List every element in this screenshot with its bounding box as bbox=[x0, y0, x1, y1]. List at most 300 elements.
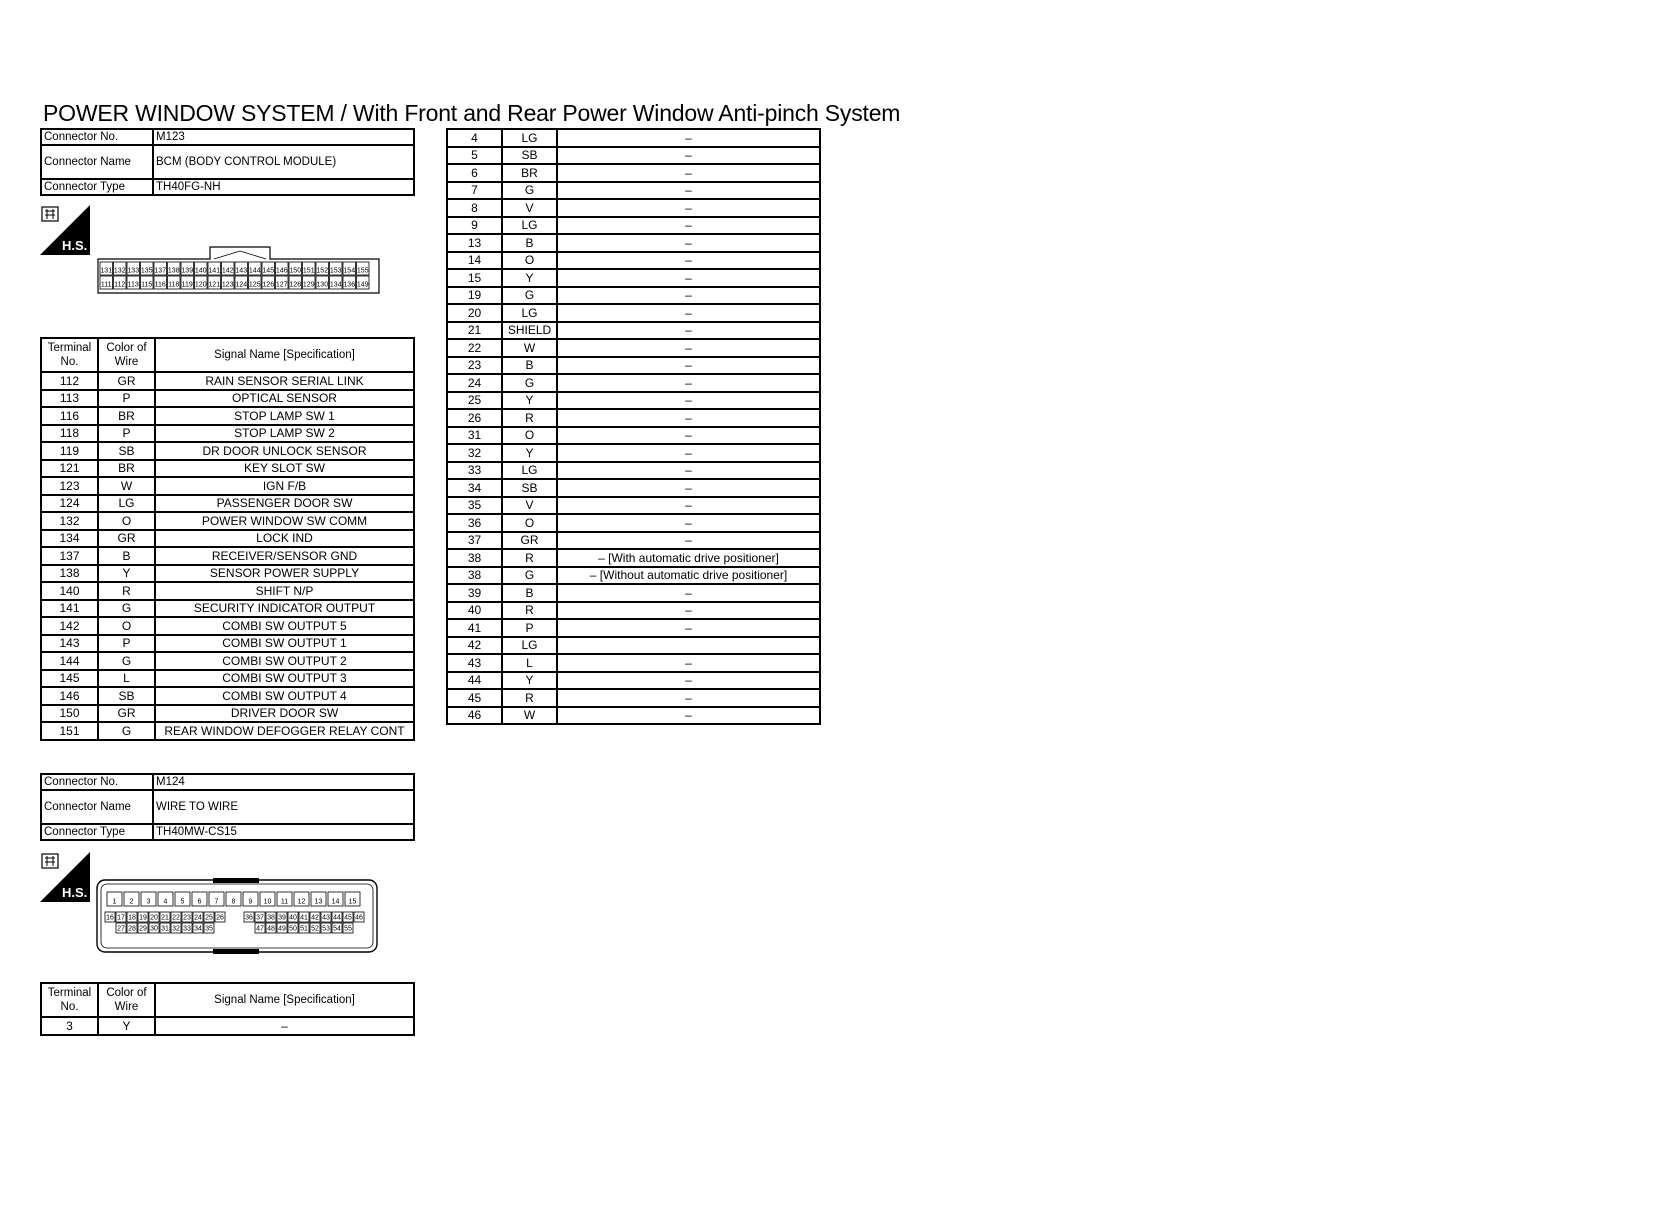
table-row bbox=[41, 1017, 414, 1035]
wire-color-cell: R bbox=[502, 602, 557, 620]
terminal-cell: 38 bbox=[447, 567, 502, 585]
terminal-cell: 21 bbox=[447, 322, 502, 340]
wire-color-cell: W bbox=[502, 339, 557, 357]
table-row bbox=[447, 199, 820, 217]
terminal-cell: 143 bbox=[41, 635, 98, 653]
connector2-diagram bbox=[95, 878, 380, 954]
connector-pin bbox=[277, 892, 292, 906]
wire-color-cell: G bbox=[502, 287, 557, 305]
table-row bbox=[447, 287, 820, 305]
svg-text:132: 132 bbox=[113, 267, 126, 275]
connector-pin bbox=[343, 912, 353, 922]
table-row bbox=[447, 672, 820, 690]
table-row bbox=[447, 549, 820, 567]
svg-text:7: 7 bbox=[214, 898, 219, 906]
connector1-pin-table bbox=[40, 337, 415, 741]
wire-color-cell: Y bbox=[502, 444, 557, 462]
table-row bbox=[41, 617, 414, 635]
connector2-no-value: M124 bbox=[153, 774, 414, 790]
svg-text:9: 9 bbox=[248, 898, 253, 906]
connector-pin bbox=[138, 923, 148, 933]
wire-color-cell: Y bbox=[502, 392, 557, 410]
svg-text:118: 118 bbox=[168, 281, 180, 289]
connector-pin bbox=[100, 276, 113, 289]
connector-pin bbox=[294, 892, 309, 906]
connector-pin bbox=[127, 923, 137, 933]
connector-pin bbox=[168, 276, 181, 289]
svg-text:15: 15 bbox=[348, 898, 357, 906]
svg-text:31: 31 bbox=[161, 925, 169, 933]
signal-name-cell: STOP LAMP SW 1 bbox=[155, 407, 414, 425]
signal-name-header: Signal Name [Specification] bbox=[155, 983, 414, 1017]
svg-text:26: 26 bbox=[216, 914, 224, 922]
svg-text:25: 25 bbox=[205, 914, 213, 922]
terminal-cell: 4 bbox=[447, 129, 502, 147]
svg-text:23: 23 bbox=[183, 914, 191, 922]
connector-pin bbox=[276, 262, 289, 275]
svg-text:129: 129 bbox=[302, 281, 315, 289]
svg-text:131: 131 bbox=[100, 267, 113, 275]
connector-pin bbox=[158, 892, 173, 906]
connector-pin bbox=[310, 912, 320, 922]
connector-pin bbox=[215, 912, 225, 922]
signal-name-cell: – [With automatic drive positioner] bbox=[557, 549, 820, 567]
table-row bbox=[41, 495, 414, 513]
signal-name-cell: – bbox=[557, 357, 820, 375]
terminal-cell: 23 bbox=[447, 357, 502, 375]
table-row bbox=[41, 687, 414, 705]
svg-text:21: 21 bbox=[161, 914, 169, 922]
connector-pin bbox=[288, 923, 298, 933]
connector-pin bbox=[244, 912, 254, 922]
connector-pin bbox=[116, 923, 126, 933]
connector-pin bbox=[204, 923, 214, 933]
terminal-cell: 5 bbox=[447, 147, 502, 165]
signal-name-cell: IGN F/B bbox=[155, 477, 414, 495]
terminal-cell: 40 bbox=[447, 602, 502, 620]
svg-text:146: 146 bbox=[275, 267, 288, 275]
signal-name-cell: POWER WINDOW SW COMM bbox=[155, 512, 414, 530]
connector-pin bbox=[255, 912, 265, 922]
connector-pin bbox=[222, 276, 235, 289]
signal-name-cell: COMBI SW OUTPUT 3 bbox=[155, 670, 414, 688]
svg-text:29: 29 bbox=[139, 925, 147, 933]
signal-name-cell: PASSENGER DOOR SW bbox=[155, 495, 414, 513]
connector-pin bbox=[182, 912, 192, 922]
connector2-continued-pin-table bbox=[446, 128, 821, 725]
wire-color-cell: BR bbox=[98, 407, 155, 425]
svg-text:123: 123 bbox=[221, 281, 234, 289]
svg-text:42: 42 bbox=[311, 914, 319, 922]
terminal-cell: 25 bbox=[447, 392, 502, 410]
wire-color-cell: LG bbox=[502, 462, 557, 480]
table-row bbox=[41, 565, 414, 583]
wire-color-cell: SB bbox=[98, 442, 155, 460]
connector-pin bbox=[160, 912, 170, 922]
table-row bbox=[447, 392, 820, 410]
wire-color-cell: R bbox=[502, 689, 557, 707]
wire-color-cell: GR bbox=[502, 532, 557, 550]
signal-name-cell: – bbox=[557, 497, 820, 515]
svg-text:144: 144 bbox=[248, 267, 261, 275]
svg-text:37: 37 bbox=[256, 914, 264, 922]
connector-pin bbox=[303, 262, 316, 275]
wire-color-cell: LG bbox=[502, 129, 557, 147]
wire-color-cell: LG bbox=[98, 495, 155, 513]
wire-color-cell: G bbox=[98, 600, 155, 618]
connector-pin bbox=[181, 262, 194, 275]
connector-pin bbox=[209, 892, 224, 906]
svg-text:126: 126 bbox=[262, 281, 275, 289]
connector-type-label: Connector Type bbox=[41, 179, 153, 195]
svg-text:30: 30 bbox=[150, 925, 158, 933]
connector-pin bbox=[235, 262, 248, 275]
connector-pin bbox=[310, 923, 320, 933]
connector-pin bbox=[332, 923, 342, 933]
terminal-cell: 37 bbox=[447, 532, 502, 550]
table-row bbox=[41, 635, 414, 653]
terminal-cell: 41 bbox=[447, 619, 502, 637]
terminal-cell: 9 bbox=[447, 217, 502, 235]
terminal-cell: 113 bbox=[41, 390, 98, 408]
connector-pin bbox=[277, 912, 287, 922]
connector-pin bbox=[124, 892, 139, 906]
svg-text:130: 130 bbox=[316, 281, 329, 289]
svg-text:14: 14 bbox=[331, 898, 340, 906]
connector-pin bbox=[357, 262, 370, 275]
svg-text:153: 153 bbox=[329, 267, 342, 275]
wire-color-cell: GR bbox=[98, 530, 155, 548]
table-row bbox=[447, 462, 820, 480]
svg-text:5: 5 bbox=[180, 898, 185, 906]
signal-name-cell: – bbox=[557, 182, 820, 200]
terminal-cell: 22 bbox=[447, 339, 502, 357]
wire-color-cell: SB bbox=[502, 147, 557, 165]
svg-text:53: 53 bbox=[322, 925, 330, 933]
connector-pin bbox=[316, 276, 329, 289]
wire-color-cell: B bbox=[502, 357, 557, 375]
terminal-cell: 137 bbox=[41, 547, 98, 565]
terminal-cell: 45 bbox=[447, 689, 502, 707]
table-row bbox=[447, 427, 820, 445]
connector-pin bbox=[127, 262, 140, 275]
connector-pin bbox=[345, 892, 360, 906]
wire-color-cell: R bbox=[502, 549, 557, 567]
terminal-cell: 134 bbox=[41, 530, 98, 548]
signal-name-cell: – bbox=[557, 269, 820, 287]
table-row bbox=[41, 460, 414, 478]
svg-text:145: 145 bbox=[262, 267, 275, 275]
table-row bbox=[447, 129, 820, 147]
table-row bbox=[41, 390, 414, 408]
svg-text:47: 47 bbox=[256, 925, 264, 933]
svg-text:38: 38 bbox=[267, 914, 275, 922]
terminal-cell: 7 bbox=[447, 182, 502, 200]
wire-color-cell: Y bbox=[98, 565, 155, 583]
signal-name-cell: – bbox=[557, 409, 820, 427]
terminal-cell: 34 bbox=[447, 479, 502, 497]
connector-pin bbox=[235, 276, 248, 289]
table-row bbox=[447, 409, 820, 427]
signal-name-cell: – bbox=[557, 199, 820, 217]
svg-text:151: 151 bbox=[302, 267, 315, 275]
wire-color-cell: P bbox=[98, 425, 155, 443]
svg-text:116: 116 bbox=[154, 281, 166, 289]
wire-color-cell: B bbox=[98, 547, 155, 565]
connector2-type-value: TH40MW-CS15 bbox=[153, 824, 414, 840]
signal-name-cell: – bbox=[557, 654, 820, 672]
connector1-name-value: BCM (BODY CONTROL MODULE) bbox=[153, 145, 414, 179]
svg-text:1: 1 bbox=[112, 898, 117, 906]
table-row bbox=[447, 532, 820, 550]
connector-no-label: Connector No. bbox=[41, 129, 153, 145]
terminal-cell: 116 bbox=[41, 407, 98, 425]
connector-pin bbox=[222, 262, 235, 275]
signal-name-cell: – bbox=[557, 672, 820, 690]
connector-pin bbox=[288, 912, 298, 922]
connector-pin bbox=[266, 923, 276, 933]
signal-name-cell: – bbox=[557, 584, 820, 602]
connector-pin bbox=[127, 276, 140, 289]
wire-color-cell: Y bbox=[502, 269, 557, 287]
connector-pin bbox=[343, 923, 353, 933]
wire-color-cell: SHIELD bbox=[502, 322, 557, 340]
wire-color-cell: LG bbox=[502, 217, 557, 235]
svg-text:150: 150 bbox=[289, 267, 302, 275]
table-row bbox=[447, 514, 820, 532]
wire-color-cell: L bbox=[98, 670, 155, 688]
connector-pin bbox=[321, 923, 331, 933]
connector-pin bbox=[277, 923, 287, 933]
signal-name-cell: – bbox=[557, 217, 820, 235]
signal-name-header: Signal Name [Specification] bbox=[155, 338, 414, 372]
wire-color-cell: GR bbox=[98, 372, 155, 390]
terminal-cell: 124 bbox=[41, 495, 98, 513]
connector-pin bbox=[255, 923, 265, 933]
signal-name-cell bbox=[557, 637, 820, 655]
connector-pin bbox=[141, 892, 156, 906]
connector1-diagram bbox=[96, 245, 381, 295]
terminal-cell: 8 bbox=[447, 199, 502, 217]
wire-color-cell: O bbox=[98, 512, 155, 530]
connector-pin bbox=[105, 912, 115, 922]
signal-name-cell: – bbox=[557, 532, 820, 550]
connector-pin bbox=[171, 912, 181, 922]
terminal-cell: 140 bbox=[41, 582, 98, 600]
terminal-cell: 146 bbox=[41, 687, 98, 705]
signal-name-cell: – bbox=[155, 1017, 414, 1035]
svg-text:13: 13 bbox=[314, 898, 323, 906]
table-row bbox=[41, 670, 414, 688]
svg-text:136: 136 bbox=[343, 281, 356, 289]
signal-name-cell: KEY SLOT SW bbox=[155, 460, 414, 478]
terminal-cell: 46 bbox=[447, 707, 502, 725]
signal-name-cell: – bbox=[557, 129, 820, 147]
connector2-info-table bbox=[40, 773, 415, 841]
svg-text:4: 4 bbox=[163, 898, 168, 906]
svg-text:45: 45 bbox=[344, 914, 352, 922]
table-row bbox=[41, 442, 414, 460]
signal-name-cell: – bbox=[557, 252, 820, 270]
svg-text:10: 10 bbox=[263, 898, 272, 906]
connector-name-label: Connector Name bbox=[41, 790, 153, 824]
connector-pin bbox=[330, 276, 343, 289]
wire-color-cell: V bbox=[502, 199, 557, 217]
table-row bbox=[41, 705, 414, 723]
svg-text:112: 112 bbox=[114, 281, 126, 289]
table-row bbox=[41, 600, 414, 618]
signal-name-cell: LOCK IND bbox=[155, 530, 414, 548]
terminal-cell: 145 bbox=[41, 670, 98, 688]
terminal-cell: 121 bbox=[41, 460, 98, 478]
svg-text:8: 8 bbox=[231, 898, 236, 906]
svg-text:125: 125 bbox=[248, 281, 261, 289]
signal-name-cell: – bbox=[557, 707, 820, 725]
connector-pin bbox=[262, 276, 275, 289]
connector-pin bbox=[182, 923, 192, 933]
terminal-cell: 24 bbox=[447, 374, 502, 392]
connector-pin bbox=[316, 262, 329, 275]
svg-text:3: 3 bbox=[146, 898, 151, 906]
wire-color-cell: B bbox=[502, 234, 557, 252]
svg-text:113: 113 bbox=[127, 281, 139, 289]
connector-pin bbox=[262, 262, 275, 275]
wire-color-cell: R bbox=[98, 582, 155, 600]
connector-pin bbox=[204, 912, 214, 922]
connector-pin bbox=[149, 912, 159, 922]
terminal-cell: 15 bbox=[447, 269, 502, 287]
connector-pin bbox=[289, 262, 302, 275]
svg-text:115: 115 bbox=[141, 281, 153, 289]
connector-pin bbox=[208, 262, 221, 275]
wire-color-cell: O bbox=[98, 617, 155, 635]
connector-pin bbox=[192, 892, 207, 906]
terminal-cell: 142 bbox=[41, 617, 98, 635]
table-row bbox=[447, 374, 820, 392]
svg-text:52: 52 bbox=[311, 925, 319, 933]
connector-pin bbox=[249, 276, 262, 289]
table-row bbox=[447, 269, 820, 287]
terminal-cell: 31 bbox=[447, 427, 502, 445]
signal-name-cell: – bbox=[557, 392, 820, 410]
wire-color-cell: P bbox=[98, 390, 155, 408]
svg-text:54: 54 bbox=[333, 925, 341, 933]
svg-text:18: 18 bbox=[128, 914, 136, 922]
terminal-cell: 3 bbox=[41, 1017, 98, 1035]
wire-color-cell: V bbox=[502, 497, 557, 515]
terminal-cell: 33 bbox=[447, 462, 502, 480]
terminal-cell: 39 bbox=[447, 584, 502, 602]
svg-text:28: 28 bbox=[128, 925, 136, 933]
connector-pin bbox=[243, 892, 258, 906]
svg-text:40: 40 bbox=[289, 914, 297, 922]
table-row bbox=[41, 582, 414, 600]
terminal-cell: 35 bbox=[447, 497, 502, 515]
connector-pin bbox=[160, 923, 170, 933]
terminal-cell: 26 bbox=[447, 409, 502, 427]
svg-text:149: 149 bbox=[356, 281, 369, 289]
connector-pin bbox=[311, 892, 326, 906]
svg-text:135: 135 bbox=[140, 267, 153, 275]
connector-pin bbox=[330, 262, 343, 275]
table-row bbox=[447, 217, 820, 235]
connector2-pin-table bbox=[40, 982, 415, 1036]
connector-pin bbox=[195, 262, 208, 275]
terminal-cell: 150 bbox=[41, 705, 98, 723]
svg-text:48: 48 bbox=[267, 925, 275, 933]
svg-text:11: 11 bbox=[280, 898, 289, 906]
connector-pin bbox=[343, 262, 356, 275]
terminal-cell: 36 bbox=[447, 514, 502, 532]
svg-text:16: 16 bbox=[106, 914, 114, 922]
signal-name-cell: COMBI SW OUTPUT 5 bbox=[155, 617, 414, 635]
svg-text:134: 134 bbox=[329, 281, 342, 289]
svg-text:43: 43 bbox=[322, 914, 330, 922]
table-row bbox=[447, 479, 820, 497]
harness-side-icon bbox=[40, 852, 90, 902]
signal-name-cell: OPTICAL SENSOR bbox=[155, 390, 414, 408]
connector-pin bbox=[154, 262, 167, 275]
table-row bbox=[447, 252, 820, 270]
wire-color-cell: B bbox=[502, 584, 557, 602]
signal-name-cell: SECURITY INDICATOR OUTPUT bbox=[155, 600, 414, 618]
wire-color-cell: P bbox=[98, 635, 155, 653]
svg-text:35: 35 bbox=[205, 925, 213, 933]
signal-name-cell: – bbox=[557, 689, 820, 707]
terminal-cell: 138 bbox=[41, 565, 98, 583]
connector-pin bbox=[116, 912, 126, 922]
wire-color-cell: G bbox=[502, 374, 557, 392]
svg-text:128: 128 bbox=[289, 281, 302, 289]
wire-color-cell: SB bbox=[502, 479, 557, 497]
table-row bbox=[447, 182, 820, 200]
table-row bbox=[447, 164, 820, 182]
table-row bbox=[41, 547, 414, 565]
connector-pin bbox=[249, 262, 262, 275]
signal-name-cell: SHIFT N/P bbox=[155, 582, 414, 600]
connector-pin bbox=[357, 276, 370, 289]
svg-text:155: 155 bbox=[356, 267, 369, 275]
signal-name-cell: – bbox=[557, 147, 820, 165]
terminal-cell: 38 bbox=[447, 549, 502, 567]
svg-text:139: 139 bbox=[181, 267, 194, 275]
connector-pin bbox=[299, 923, 309, 933]
svg-text:137: 137 bbox=[154, 267, 167, 275]
connector-pin bbox=[141, 262, 154, 275]
table-row bbox=[41, 722, 414, 740]
svg-text:20: 20 bbox=[150, 914, 158, 922]
table-row bbox=[447, 234, 820, 252]
connector-pin bbox=[354, 912, 364, 922]
table-row bbox=[447, 707, 820, 725]
connector-pin bbox=[260, 892, 275, 906]
svg-text:22: 22 bbox=[172, 914, 180, 922]
svg-text:141: 141 bbox=[208, 267, 221, 275]
wire-color-cell: O bbox=[502, 252, 557, 270]
wire-color-cell: G bbox=[502, 567, 557, 585]
table-row bbox=[447, 637, 820, 655]
signal-name-cell: – bbox=[557, 287, 820, 305]
connector-name-label: Connector Name bbox=[41, 145, 153, 179]
connector1-type-value: TH40FG-NH bbox=[153, 179, 414, 195]
signal-name-cell: COMBI SW OUTPUT 4 bbox=[155, 687, 414, 705]
table-row bbox=[41, 425, 414, 443]
wire-color-cell: G bbox=[502, 182, 557, 200]
terminal-cell: 118 bbox=[41, 425, 98, 443]
svg-text:17: 17 bbox=[117, 914, 125, 922]
table-row bbox=[447, 357, 820, 375]
svg-text:140: 140 bbox=[194, 267, 207, 275]
